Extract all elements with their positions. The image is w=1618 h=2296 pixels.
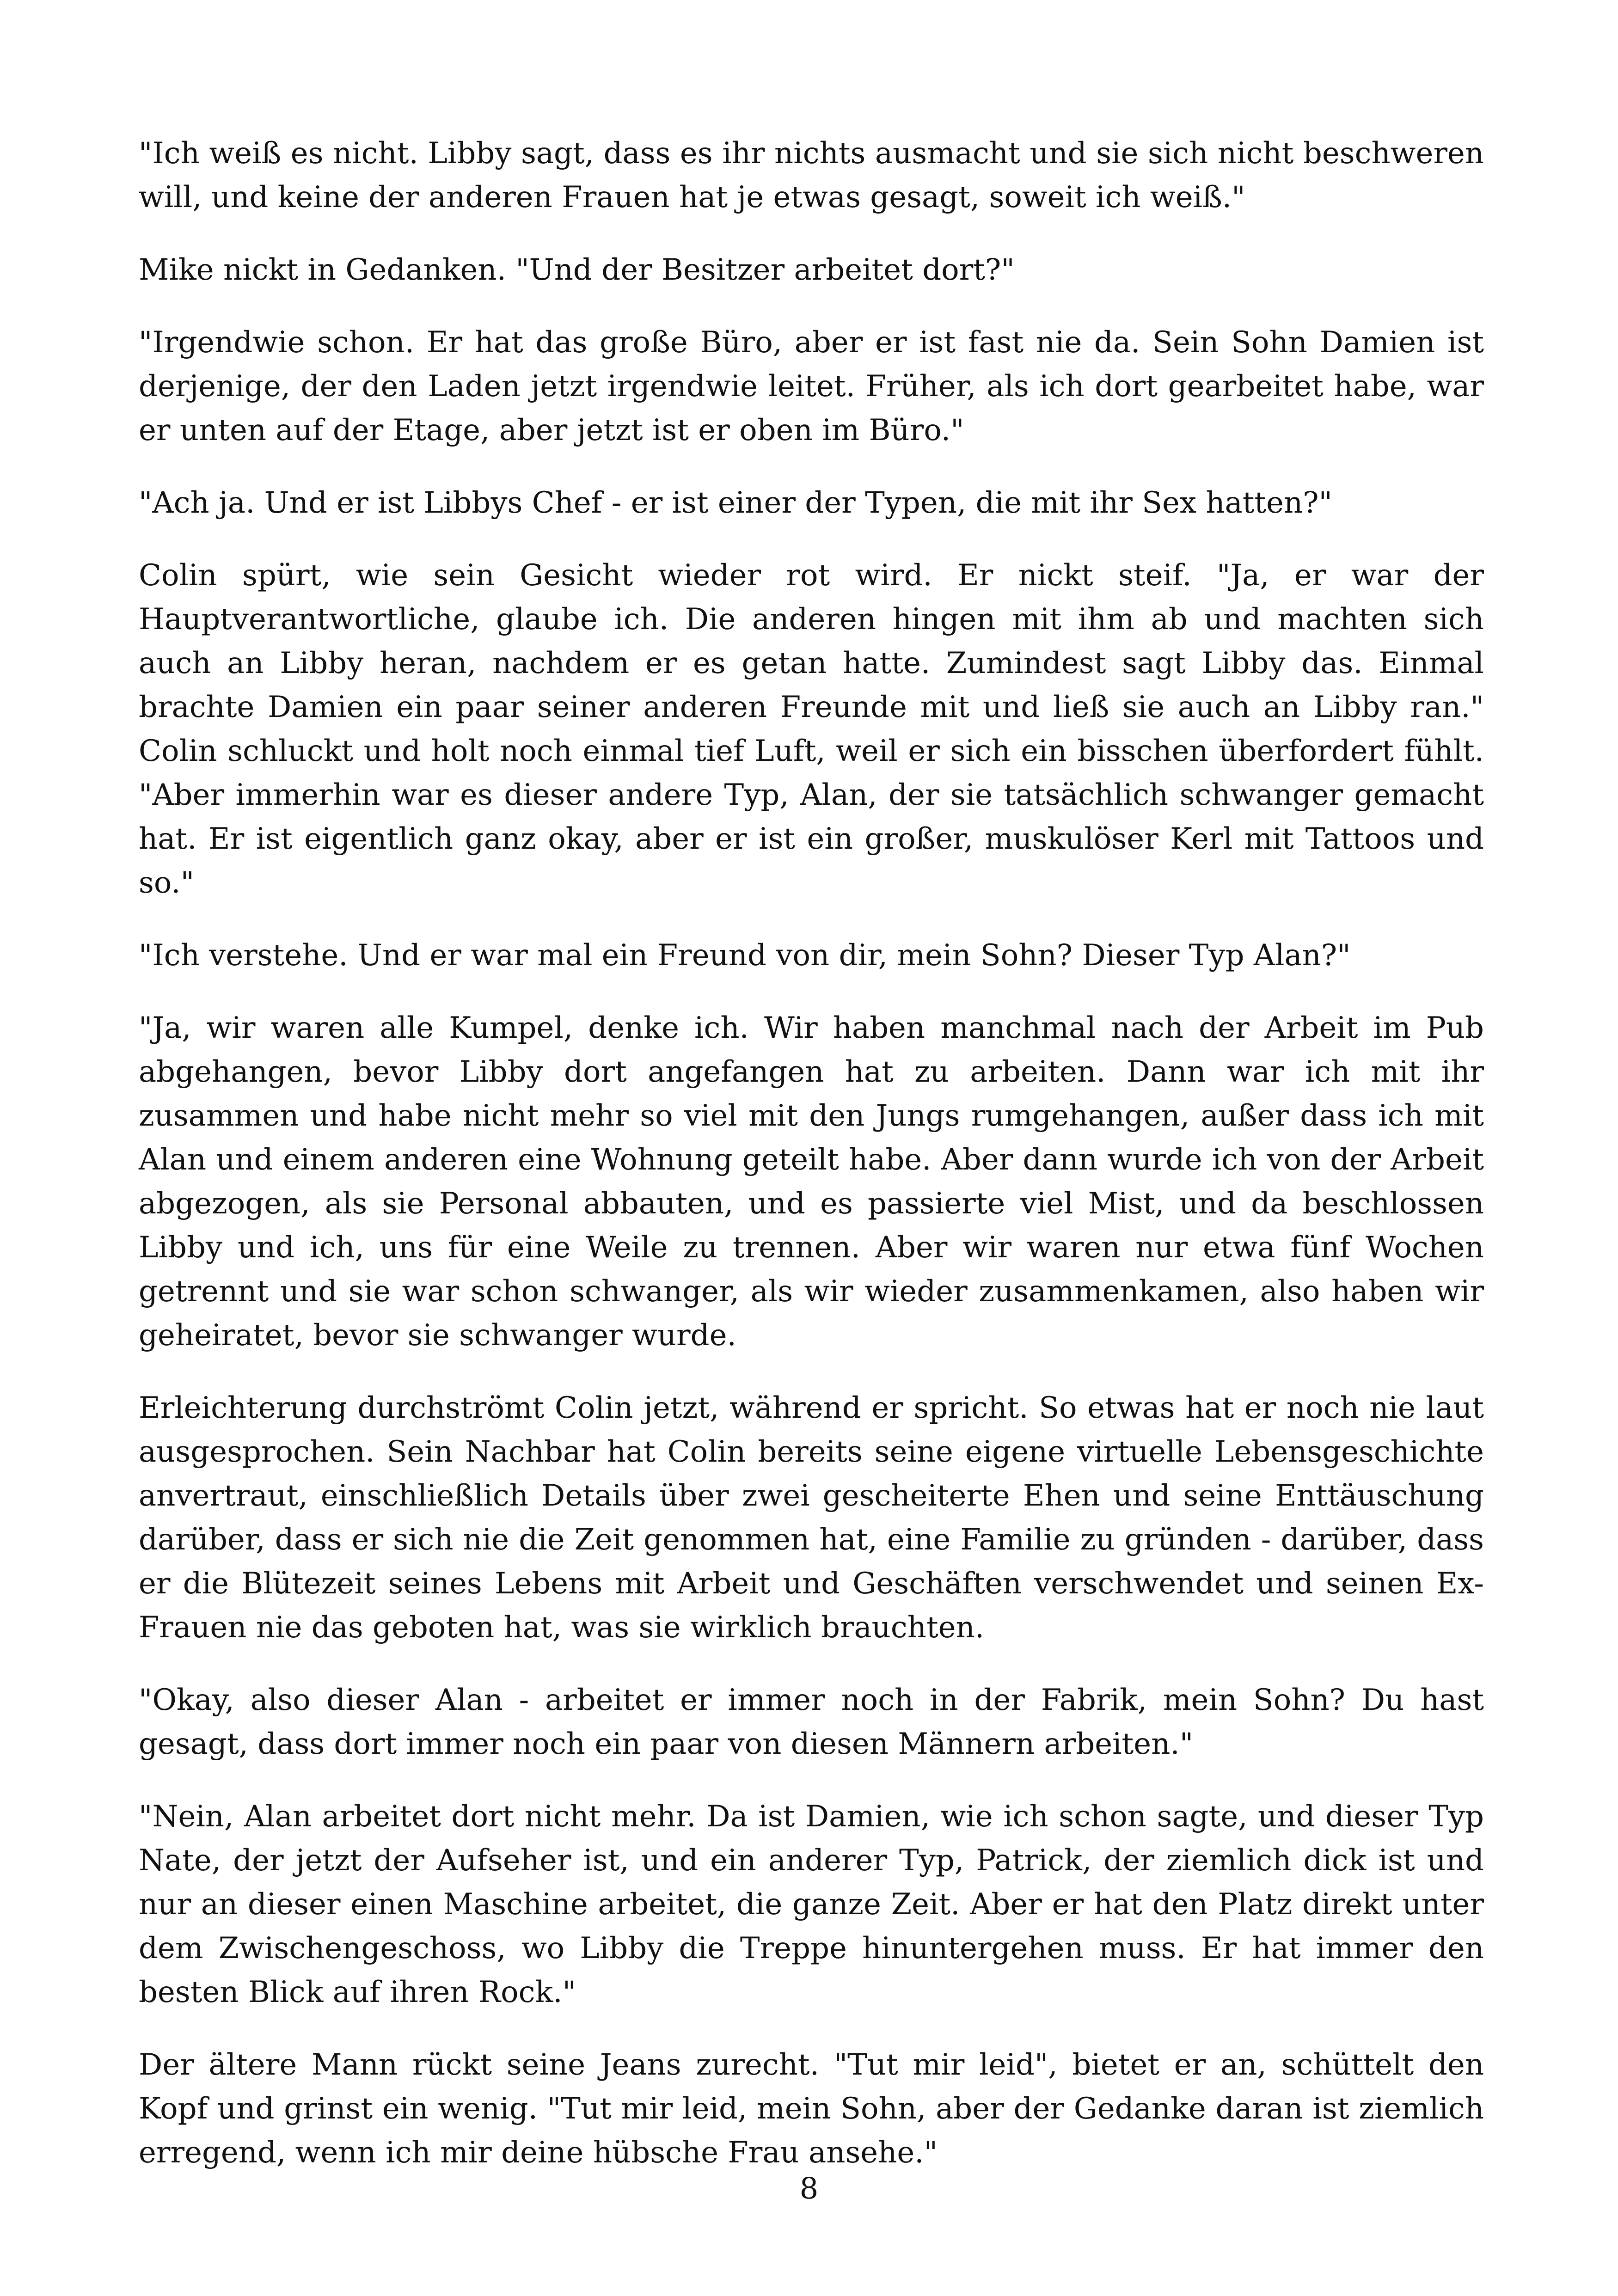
paragraph-10: "Nein, Alan arbeitet dort nicht mehr. Da ist Damien, wie ich schon sagte, und dieser Typ Nate, der jetzt der Aufseher ist, und ein anderer Typ, Patrick, der ziemlich dick ist und nur an dieser einen Maschine arbeitet, die ganze Zeit. Aber er hat den Platz direkt unter dem Zwischengeschoss, wo Libby die Treppe hinuntergehen muss. Er hat immer den besten Blick auf ihren Rock.": [139, 1800, 1484, 2009]
paragraph-4: "Ach ja. Und er ist Libbys Chef - er ist einer der Typen, die mit ihr Sex hatten?": [139, 486, 1332, 520]
paragraph-7: "Ja, wir waren alle Kumpel, denke ich. Wir haben manchmal nach der Arbeit im Pub abgehangen, bevor Libby dort angefangen hat zu arbeiten. Dann war ich mit ihr zusammen und habe nicht mehr so viel mit den Jungs rumgehangen, außer dass ich mit Alan und einem anderen eine Wohnung geteilt habe. Aber dann wurde ich von der Arbeit abgezogen, als sie Personal abbauten, und es passierte viel Mist, und da beschlossen Libby und ich, uns für eine Weile zu trennen. Aber wir waren nur etwa fünf Wochen getrennt und sie war schon schwanger, als wir wieder zusammenkamen, also haben wir geheiratet, bevor sie schwanger wurde.: [139, 1011, 1484, 1353]
paragraph-6: "Ich verstehe. Und er war mal ein Freund von dir, mein Sohn? Dieser Typ Alan?": [139, 938, 1351, 973]
paragraph-5: Colin spürt, wie sein Gesicht wieder rot wird. Er nickt steif. "Ja, er war der Hauptverantwortliche, glaube ich. Die anderen hingen mit ihm ab und machten sich auch an Libby heran, nachdem er es getan hatte. Zumindest sagt Libby das. Einmal brachte Damien ein paar seiner anderen Freunde mit und ließ sie auch an Libby ran." Colin schluckt und holt noch einmal tief Luft, weil er sich ein bisschen überfordert fühlt. "Aber immerhin war es dieser andere Typ, Alan, der sie tatsächlich schwanger gemacht hat. Er ist eigentlich ganz okay, aber er ist ein großer, muskulöser Kerl mit Tattoos und so.": [139, 558, 1484, 900]
page-number: 8: [799, 2172, 819, 2206]
paragraph-11: Der ältere Mann rückt seine Jeans zurecht. "Tut mir leid", bietet er an, schüttelt den Kopf und grinst ein wenig. "Tut mir leid, mein Sohn, aber der Gedanke daran ist ziemlich erregend, wenn ich mir deine hübsche Frau ansehe.": [139, 2048, 1484, 2170]
paragraph-9: "Okay, also dieser Alan - arbeitet er immer noch in der Fabrik, mein Sohn? Du hast gesagt, dass dort immer noch ein paar von diesen Männern arbeiten.": [139, 1683, 1484, 1761]
paragraph-8: Erleichterung durchströmt Colin jetzt, während er spricht. So etwas hat er noch nie laut ausgesprochen. Sein Nachbar hat Colin bereits seine eigene virtuelle Lebensgeschichte anvertraut, einschließlich Details über zwei gescheiterte Ehen und seine Enttäuschung darüber, dass er sich nie die Zeit genommen hat, eine Familie zu gründen - darüber, dass er die Blütezeit seines Lebens mit Arbeit und Geschäften verschwendet und seinen Ex-Frauen nie das geboten hat, was sie wirklich brauchten.: [139, 1391, 1484, 1645]
paragraph-2: Mike nickt in Gedanken. "Und der Besitzer arbeitet dort?": [139, 253, 1015, 287]
paragraph-1: "Ich weiß es nicht. Libby sagt, dass es ihr nichts ausmacht und sie sich nicht beschweren will, und keine der anderen Frauen hat je etwas gesagt, soweit ich weiß.": [139, 136, 1484, 214]
page-body: [139, 132, 1484, 2204]
paragraph-3: "Irgendwie schon. Er hat das große Büro, aber er ist fast nie da. Sein Sohn Damien ist derjenige, der den Laden jetzt irgendwie leitet. Früher, als ich dort gearbeitet habe, war er unten auf der Etage, aber jetzt ist er oben im Büro.": [139, 325, 1484, 447]
